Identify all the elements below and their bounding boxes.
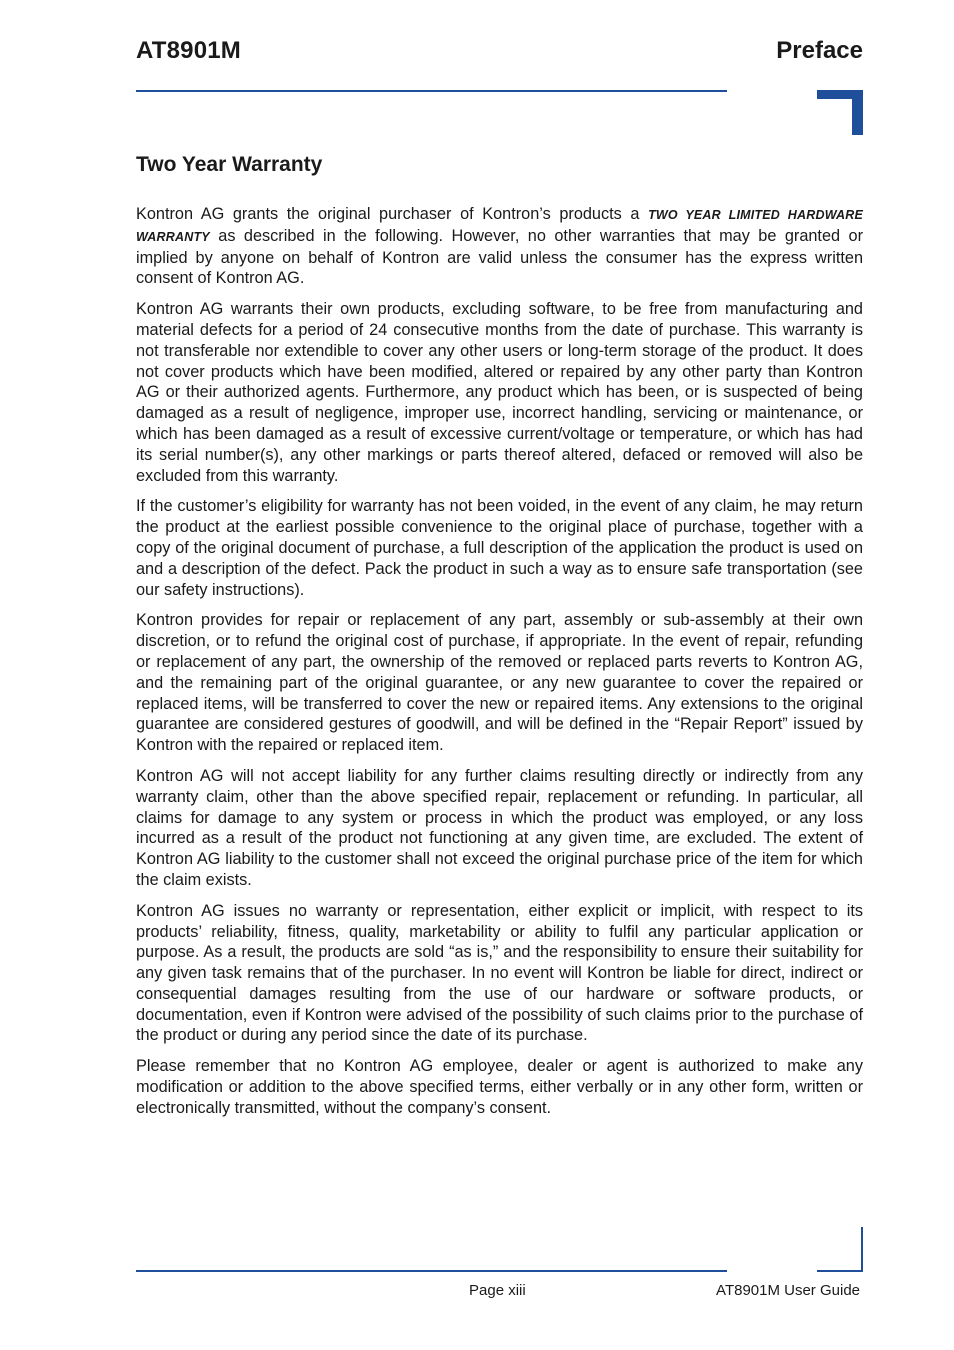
- paragraph-1-end: as described in the following. However, no other warranties that may be granted or implied by anyone on behalf of Kontron are valid unless the consumer has the express written consent of Kontron AG.: [136, 226, 863, 288]
- paragraph-5: Kontron AG will not accept liability for any further claims resulting directly or indirectly from any warranty claim, other than the above specified repair, replacement or refunding. In particular, all claims for damage to any system or process in which the product was employed, or any loss incurred as a result of the product not functioning at any given time, are excluded. The extent of Kontron AG liability to the customer shall not exceed the original purchase price of the item for which the claim exists.: [136, 766, 863, 889]
- paragraph-4: Kontron provides for repair or replacement of any part, assembly or sub-assembly at their own discretion, or to refund the original cost of purchase, if appropriate. In the event of repair, refunding or replacement of any part, the ownership of the removed or replaced parts reverts to Kontron AG, and the remaining part of the original guarantee, or any new guarantee to cover the repaired or replaced items, will be transferred to cover the new or repaired items. Any extensions to the original guarantee are considered gestures of goodwill, and will be defined in the “Repair Report” issued by Kontron with the repaired or replaced item.: [136, 611, 863, 755]
- header-section-name: Preface: [776, 37, 863, 64]
- page-title: Two Year Warranty: [136, 153, 323, 176]
- paragraph-2: Kontron AG warrants their own products, excluding software, to be free from manufacturing and material defects for a period of 24 consecutive months from the date of purchase. This warranty is not transferable nor extendible to cover any other users or long-term storage of the product. It does not cover products which have been modified, altered or repaired by any other party than Kontron AG or their authorized agents. Furthermore, any product which has been, or is suspected of being damaged as a result of negligence, improper use, incorrect handling, servicing or maintenance, or which has been damaged as a result of excessive current/voltage or temperature, or which has had its serial number(s), any other markings or parts thereof altered, defaced or removed will also be excluded from this warranty.: [136, 300, 863, 485]
- footer-corner-mark: [861, 1227, 863, 1272]
- header-product-name: AT8901M: [136, 37, 241, 64]
- paragraph-7: Please remember that no Kontron AG employee, dealer or agent is authorized to make any modification or addition to the above specified terms, either verbally or in any other form, written or electronically transmitted, without the company’s consent.: [136, 1057, 863, 1117]
- footer-guide-title: AT8901M User Guide: [716, 1282, 860, 1299]
- footer-rule: [136, 1270, 727, 1272]
- document-body: [136, 204, 863, 1129]
- paragraph-1: [136, 204, 863, 289]
- limited-warranty-term: TWO YEAR LIMITED HARDWARE WARRANTY: [136, 208, 863, 244]
- footer-corner-mark-horizontal: [817, 1270, 863, 1272]
- header-rule: [136, 90, 727, 92]
- footer-page-number: Page xiii: [469, 1282, 526, 1299]
- paragraph-6: Kontron AG issues no warranty or representation, either explicit or implicit, with respect to its products’ reliability, fitness, quality, marketability or ability to fulfil any particular application or purpose. As a result, the products are sold “as is,” and the responsibility to ensure their suitability for any given task remains that of the purchaser. In no event will Kontron be liable for direct, indirect or consequential damages resulting from the use of our hardware or software products, or documentation, even if Kontron were advised of the possibility of such claims prior to the purchase of the product or during any period since the date of its purchase.: [136, 901, 863, 1045]
- header-corner-mark-vertical: [852, 90, 863, 135]
- paragraph-3: If the customer’s eligibility for warranty has not been voided, in the event of any claim, he may return the product at the earliest possible convenience to the original place of purchase, together with a copy of the original document of purchase, a full description of the application the product is used on and a description of the defect. Pack the product in such a way as to ensure safe transportation (see our safety instructions).: [136, 497, 863, 599]
- paragraph-1-start: Kontron AG grants the original purchaser of Kontron’s products a: [136, 205, 649, 223]
